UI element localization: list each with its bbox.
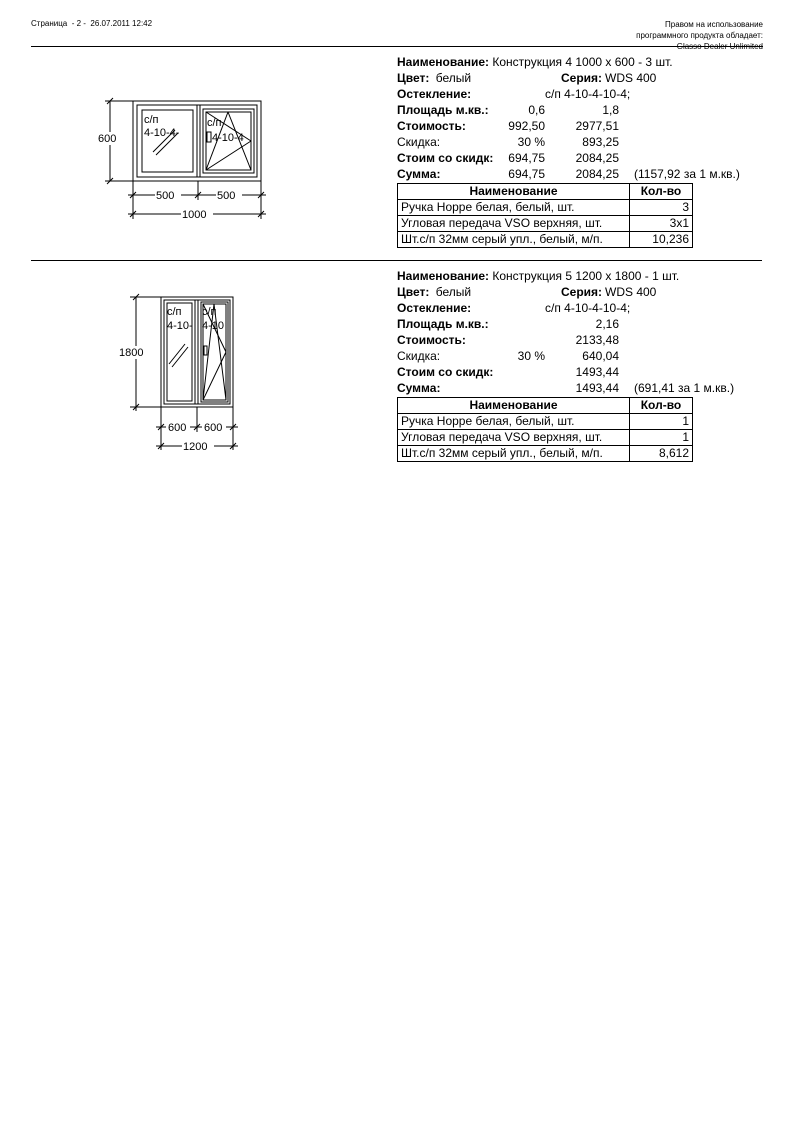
dim-height: 600 [98,133,117,145]
series-value: WDS 400 [605,285,657,299]
col-name-header: Наименование [398,184,630,200]
glazing-value: с/п 4-10-4-10-4; [545,87,631,101]
dim-width-2: 500 [217,190,236,202]
sum-total: 1493,44 [575,381,619,395]
table-row [398,414,693,430]
discount-total: 640,04 [582,349,619,363]
window-drawing-4 [95,92,275,227]
cost-discounted-unit: 694,75 [508,151,545,165]
section-divider [31,260,762,261]
price-per-sqm: (691,41 за 1 м.кв.) [634,381,735,395]
table-row [398,446,693,462]
item-name: Шт.с/п 32мм серый упл., белый, м/п. [398,446,630,462]
pane2-label-b: 4-10 [202,320,225,332]
sum-label: Сумма: [397,167,441,181]
area-total: 1,8 [602,103,619,117]
color-label: Цвет: [397,285,430,299]
item-qty: 3 [630,200,693,216]
pane1-label-b: 4-10-4- [144,127,180,139]
sum-total: 2084,25 [575,167,619,181]
glazing-value: с/п 4-10-4-10-4; [545,301,631,315]
construction-name: Конструкция 4 1000 x 600 - 3 шт. [492,55,673,69]
item-name: Ручка Hoppe белая, белый, шт. [398,200,630,216]
discount-pct: 30 % [517,135,545,149]
cost-discounted-label: Стоим со скидк: [397,365,494,379]
item-name: Угловая передача VSO верхняя, шт. [398,430,630,446]
glazing-label: Остекление: [397,301,472,315]
item-qty: 10,236 [630,232,693,248]
col-name-header: Наименование [398,398,630,414]
dim-width-2: 600 [204,422,223,434]
item-qty: 1 [630,414,693,430]
cost-label: Стоимость: [397,119,466,133]
color-label: Цвет: [397,71,430,85]
items-table-5 [397,397,693,462]
col-qty-header: Кол-во [630,398,693,414]
rights-line-1: Правом на использование [665,20,763,29]
pane1-label-a: с/п [167,306,182,318]
pane1-label-b: 4-10- [167,320,193,332]
item-qty: 1 [630,430,693,446]
rights-holder [636,19,763,52]
glazing-label: Остекление: [397,87,472,101]
cost-unit: 992,50 [508,119,545,133]
col-qty-header: Кол-во [630,184,693,200]
series-label: Серия: [561,285,603,299]
table-row [398,200,693,216]
sum-label: Сумма: [397,381,441,395]
item-qty: 3x1 [630,216,693,232]
dim-total-width: 1200 [183,441,208,453]
cost-label: Стоимость: [397,333,466,347]
area-total: 2,16 [595,317,619,331]
rights-line-3: Glasso Dealer Unlimited [676,42,763,51]
item-name: Угловая передача VSO верхняя, шт. [398,216,630,232]
table-row [398,216,693,232]
pane1-label-a: с/п [144,114,159,126]
discount-total: 893,25 [582,135,619,149]
construction-name: Конструкция 5 1200 x 1800 - 1 шт. [492,269,680,283]
items-table-4 [397,183,693,248]
series-value: WDS 400 [605,71,657,85]
table-header-row [398,398,693,414]
cost-discounted-label: Стоим со скидк: [397,151,494,165]
dim-total-width: 1000 [182,209,207,221]
table-row [398,232,693,248]
price-per-sqm: (1157,92 за 1 м.кв.) [634,167,740,181]
page-info: Страница - 2 - 26.07.2011 12:42 [31,19,153,28]
name-label: Наименование: [397,55,490,69]
pane2-label-a: с/п [207,117,222,129]
area-unit: 0,6 [528,103,545,117]
color-value: белый [435,71,472,85]
dim-height: 1800 [119,347,144,359]
item-name: Ручка Hoppe белая, белый, шт. [398,414,630,430]
cost-total: 2977,51 [575,119,619,133]
color-value: белый [435,285,472,299]
window-drawing-5 [110,290,250,460]
discount-pct: 30 % [517,349,545,363]
table-header-row [398,184,693,200]
cost-total: 2133,48 [575,333,619,347]
item-qty: 8,612 [630,446,693,462]
cost-discounted-total: 2084,25 [575,151,619,165]
discount-label: Скидка: [397,349,441,363]
dim-width-1: 600 [168,422,187,434]
area-label: Площадь м.кв.: [397,103,489,117]
discount-label: Скидка: [397,135,441,149]
rights-line-2: программного продукта обладает: [636,31,763,40]
area-label: Площадь м.кв.: [397,317,489,331]
series-label: Серия: [561,71,603,85]
table-row [398,430,693,446]
name-label: Наименование: [397,269,490,283]
sum-unit: 694,75 [508,167,545,181]
item-name: Шт.с/п 32мм серый упл., белый, м/п. [398,232,630,248]
dim-width-1: 500 [156,190,175,202]
pane2-label-b: 4-10-4 [212,132,244,144]
header-divider [31,46,762,47]
pane2-label-a: с/п [202,306,217,318]
cost-discounted-total: 1493,44 [575,365,619,379]
